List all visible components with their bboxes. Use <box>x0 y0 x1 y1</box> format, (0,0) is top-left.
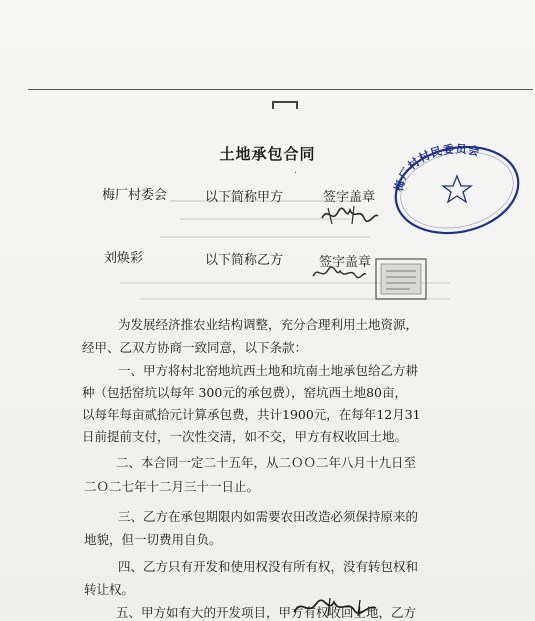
village-committee-seal <box>388 142 526 238</box>
party-a-alias: 以下简称甲方 <box>205 190 284 205</box>
paragraph-line: 二、本合同一定二十五年，从二ＯＯ二年八月十九日至 <box>116 455 417 470</box>
paragraph-line: 种（包括窑坑以每年 300元的承包费），窑坑西土地80亩， <box>82 385 407 400</box>
paragraph-line: 为发展经济推农业结构调整，充分合理利用土地资源， <box>118 317 419 332</box>
paragraph-line: 三、乙方在承包期限内如需要农田改造必须保持原来的 <box>118 509 419 524</box>
party-b-name: 刘焕彩 <box>104 251 144 266</box>
title-dot: · <box>294 168 298 179</box>
party-b-alias: 以下简称乙方 <box>205 253 284 268</box>
paragraph-line: 转让权。 <box>84 582 135 597</box>
paragraph-line: 四、乙方只有开发和使用权没有所有权，没有转包权和 <box>118 559 419 574</box>
paragraph-line: 经甲、乙双方协商一致同意，以下条款： <box>82 340 308 355</box>
paragraph-line: 五、甲方如有大的开发项目，甲方有权收回土地，乙方 <box>116 605 417 620</box>
seal-text: 梅厂村村民委员会 <box>392 142 482 193</box>
paragraph-line: 日前提前支付，一次性交清，如不交，甲方有权收回土地。 <box>82 429 408 444</box>
paragraph-line: 一、甲方将村北窑地坑西土地和坑南土地承包给乙方耕 <box>118 363 419 378</box>
party-a-sign-label: 签字盖章 <box>323 190 376 205</box>
header-rule <box>28 89 533 90</box>
fingerprint-stamp <box>372 255 430 303</box>
bottom-signature <box>290 596 380 619</box>
party-b-sign-label: 签字盖章 <box>319 255 372 270</box>
party-a-name: 梅厂村委会 <box>102 188 168 203</box>
paragraph-line: 地貌，但一切费用自负。 <box>84 532 222 547</box>
contract-title: 土地承包合同 <box>219 145 316 163</box>
paragraph-line: 二Ｏ二七年十二月三十一日止。 <box>84 479 260 494</box>
paragraph-line: 以每年每亩贰拾元计算承包费，共计1900元，在每年12月31 <box>82 407 421 422</box>
party-a-signature <box>318 202 382 228</box>
party-b-signature <box>310 262 368 284</box>
binding-mark <box>272 101 298 109</box>
